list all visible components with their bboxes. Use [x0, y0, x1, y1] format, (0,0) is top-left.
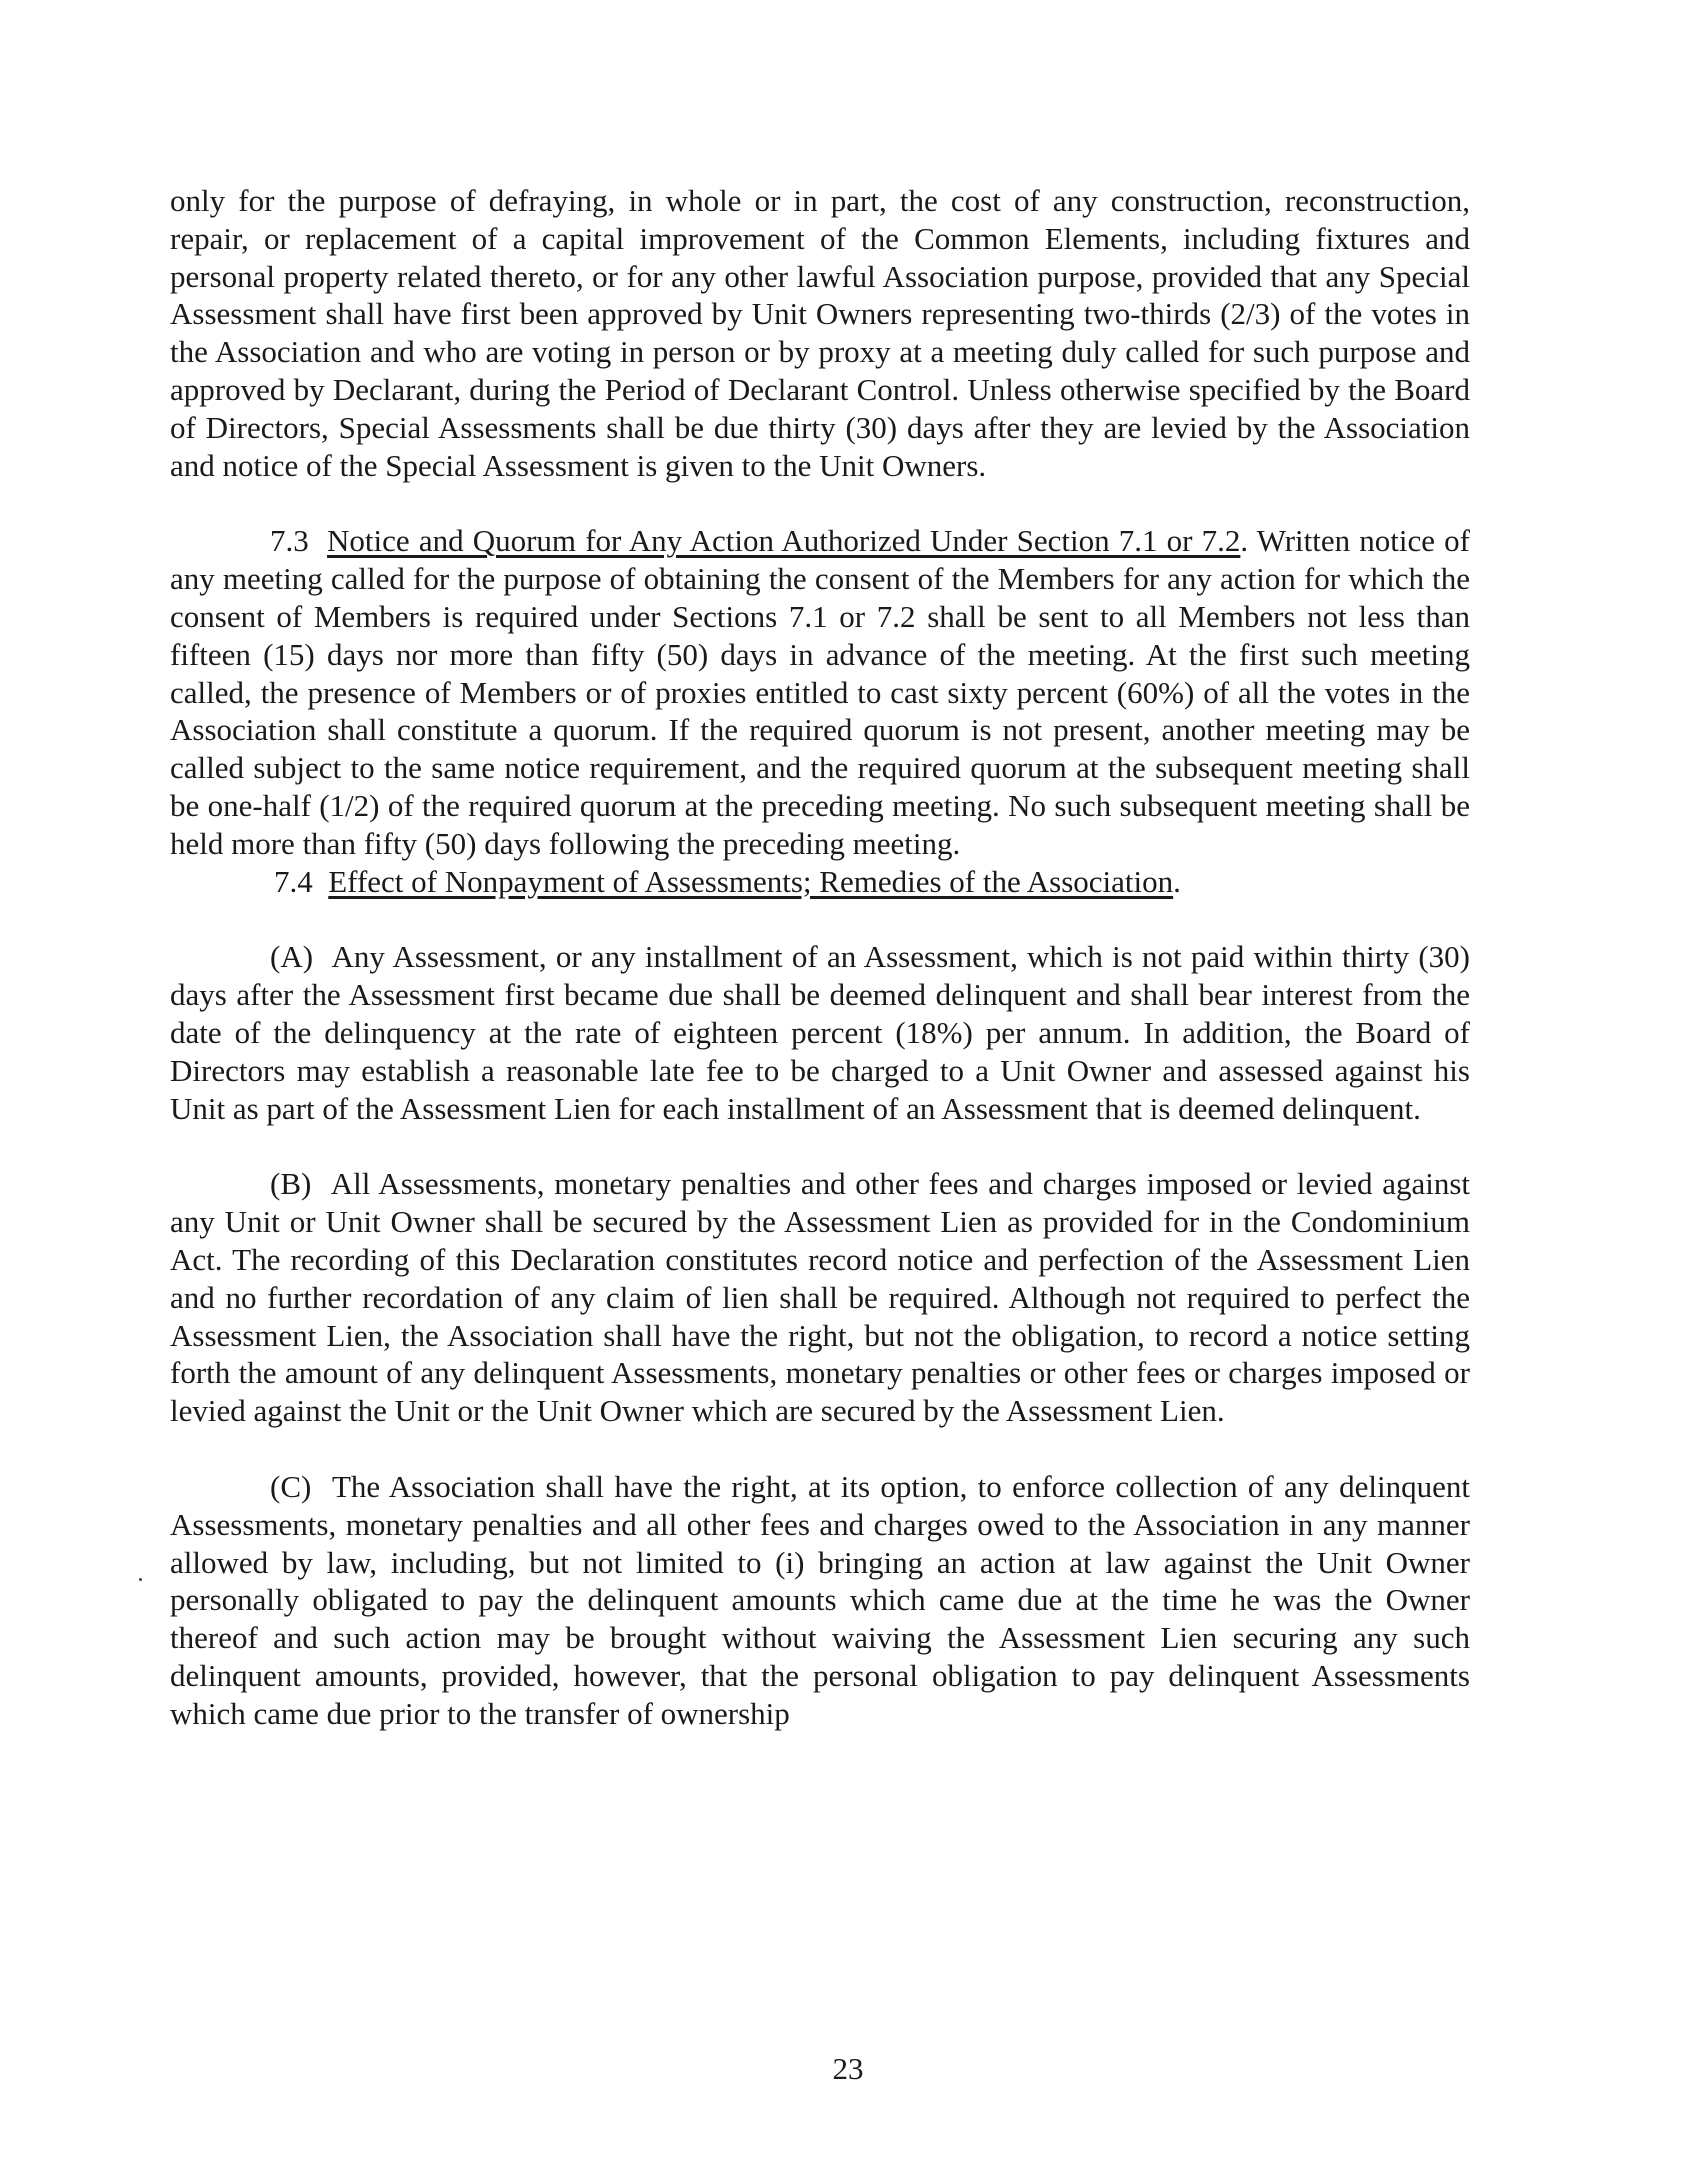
section-7-4-end: .	[1173, 863, 1181, 899]
paragraph-a-label: (A)	[270, 939, 314, 975]
section-7-3-number: 7.3	[270, 523, 309, 559]
paragraph-a	[170, 938, 1470, 1127]
continuation-paragraph: only for the purpose of defraying, in whole or in part, the cost of any construction, reconstruction, repair, or replacement of a capital improvement of the Common Elements, including fixtures and personal property related thereto, or for any other lawful Association purpose, provided that any Special Assessment shall have first been approved by Unit Owners representing two-thirds (2/3) of the votes in the Association and who are voting in person or by proxy at a meeting duly called for such purpose and approved by Declarant, during the Period of Declarant Control. Unless otherwise specified by the Board of Directors, Special Assessments shall be due thirty (30) days after they are levied by the Association and notice of the Special Assessment is given to the Unit Owners.	[170, 183, 1470, 483]
paragraph-a-text: Any Assessment, or any installment of an Assessment, which is not paid within thirty (30) days after the Assessment first became due shall be deemed delinquent and shall bear interest from the date of the delinquency at the rate of eighteen percent (18%) per annum. In addition, the Board of Directors may establish a reasonable late fee to be charged to a Unit Owner and assessed against his Unit as part of the Assessment Lien for each installment of an Assessment that is deemed delinquent.	[170, 939, 1471, 1126]
section-7-3-body: . Written notice of any meeting called for the purpose of obtaining the consent of the Members for any action for which the consent of Members is required under Sections 7.1 or 7.2 shall be sent to all Members not less than fifteen (15) days nor more than fifty (50) days in advance of the meeting. At the first such meeting called, the presence of Members or of proxies entitled to cast sixty percent (60%) of all the votes in the Association shall constitute a quorum. If the required quorum is not present, another meeting may be called subject to the same notice requirement, and the required quorum at the subsequent meeting shall be one-half (1/2) of the required quorum at the preceding meeting. No such subsequent meeting shall be held more than fifty (50) days following the preceding meeting.	[170, 523, 1470, 861]
section-7-3-title: Notice and Quorum for Any Action Authorized Under Section 7.1 or 7.2	[327, 523, 1241, 559]
paragraph-b-text: All Assessments, monetary penalties and other fees and charges imposed or levied against any Unit or Unit Owner shall be secured by the Assessment Lien as provided for in the Condominium Act. The recording of this Declaration constitutes record notice and perfection of the Assessment Lien and no further recordation of any claim of lien shall be required. Although not required to perfect the Assessment Lien, the Association shall have the right, but not the obligation, to record a notice setting forth the amount of any delinquent Assessments, monetary penalties or other fees or charges imposed or levied against the Unit or the Unit Owner which are secured by the Assessment Lien.	[170, 1166, 1471, 1429]
page-number: 23	[832, 2051, 864, 2086]
paragraph-c-label: (C)	[270, 1468, 312, 1504]
paragraph-b-label: (B)	[270, 1166, 312, 1202]
section-7-3-paragraph	[170, 522, 1470, 862]
scan-speck	[139, 1578, 142, 1581]
section-7-4-heading	[170, 863, 1470, 901]
paragraph-b	[170, 1165, 1470, 1430]
document-page	[170, 182, 1470, 1732]
paragraph-c-text: The Association shall have the right, at its option, to enforce collection of any delinquent Assessments, monetary penalties and all other fees and charges owed to the Association in any manner allowed by law, including, but not limited to (i) bringing an action at law against the Unit Owner personally obligated to pay the delinquent amounts which came due at the time he was the Owner thereof and such action may be brought without waiving the Assessment Lien securing any such delinquent amounts, provided, however, that the personal obligation to pay delinquent Assessments which came due prior to the transfer of ownership	[170, 1468, 1470, 1731]
section-7-4-title: Effect of Nonpayment of Assessments; Remedies of the Association	[328, 863, 1174, 899]
section-7-4-number: 7.4	[274, 863, 313, 899]
paragraph-c	[170, 1468, 1470, 1733]
